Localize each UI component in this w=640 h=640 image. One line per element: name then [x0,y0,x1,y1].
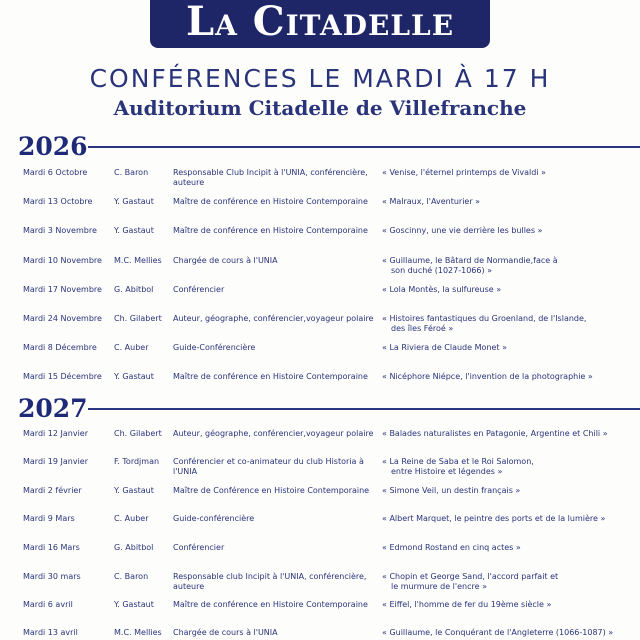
year-heading-2026: 2026 [18,132,88,161]
row-topic-line2: son duché (1027-1066) » [391,266,493,275]
row-role: Maître de conférence en Histoire Contemporaine [173,600,368,609]
row-topic [382,572,632,592]
row-topic [382,429,632,439]
row-role: Conférencier [173,285,225,294]
row-date: Mardi 6 avril [23,600,73,609]
row-topic [382,226,632,236]
row-topic-line1: « Lola Montès, la sulfureuse » [382,285,502,294]
row-topic-line1: « Balades naturalistes en Patagonie, Argentine et Chili » [382,429,608,438]
row-topic-line1: « La Reine de Saba et le Roi Salomon, [382,457,534,466]
row-topic-line1: « Nicéphore Niépce, l'invention de la photographie » [382,372,593,381]
row-date: Mardi 3 Novembre [23,226,97,235]
row-speaker: C. Auber [114,343,149,352]
row-speaker: Ch. Gilabert [114,314,162,323]
row-date: Mardi 15 Décembre [23,372,102,381]
row-speaker: G. Abitbol [114,543,154,552]
row-topic [382,543,632,553]
row-speaker: Y. Gastaut [114,226,154,235]
row-date: Mardi 30 mars [23,572,81,581]
row-role: Maître de conférence en Histoire Contemporaine [173,197,368,206]
row-speaker: Y. Gastaut [114,486,154,495]
row-topic [382,197,632,207]
row-topic-line1: « Chopin et George Sand, l'accord parfait et [382,572,559,581]
row-role: Auteur, géographe, conférencier,voyageur polaire [173,429,374,438]
row-speaker: M.C. Mellies [114,628,162,637]
row-topic [382,343,632,353]
banner [150,0,490,48]
row-date: Mardi 9 Mars [23,514,75,523]
row-topic [382,628,632,638]
row-topic-line1: « Eiffel, l'homme de fer du 19ème siècle » [382,600,552,609]
row-role: Conférencier et co-animateur du club Historia à l'UNIA [173,457,364,476]
row-role: Responsable Club Incipit à l'UNIA, conférencière, auteure [173,168,368,187]
row-topic [382,372,632,382]
row-date: Mardi 6 Octobre [23,168,88,177]
row-role: Auteur, géographe, conférencier,voyageur polaire [173,314,374,323]
row-speaker: C. Auber [114,514,149,523]
row-role: Maître de conférence en Histoire Contemporaine [173,226,368,235]
row-role: Chargée de cours à l'UNIA [173,256,278,265]
row-topic-line1: « Malraux, l'Aventurier » [382,197,481,206]
row-role: Chargée de cours à l'UNIA [173,628,278,637]
row-speaker: Y. Gastaut [114,600,154,609]
row-topic-line1: « Venise, l'éternel printemps de Vivaldi » [382,168,546,177]
row-speaker: Y. Gastaut [114,372,154,381]
page-subtitle: Auditorium Citadelle de Villefranche [113,96,527,120]
row-role: Responsable club Incipit à l'UNIA, conférencière, auteure [173,572,367,591]
row-topic [382,486,632,496]
year-heading-2027: 2027 [18,394,88,423]
row-speaker: Y. Gastaut [114,197,154,206]
row-date: Mardi 13 avril [23,628,78,637]
row-topic-line1: « Edmond Rostand en cinq actes » [382,543,521,552]
row-topic-line2: entre Histoire et légendes » [391,467,503,476]
section-divider [88,408,640,410]
row-topic-line1: « La Riviera de Claude Monet » [382,343,507,352]
row-topic [382,457,632,477]
row-date: Mardi 13 Octobre [23,197,93,206]
row-date: Mardi 16 Mars [23,543,80,552]
row-date: Mardi 24 Novembre [23,314,102,323]
row-date: Mardi 10 Novembre [23,256,102,265]
row-speaker: Ch. Gilabert [114,429,162,438]
row-topic [382,314,632,334]
row-topic-line1: « Guillaume, le Conquérant de l'Angleterre (1066-1087) » [382,628,614,637]
row-date: Mardi 2 février [23,486,82,495]
row-date: Mardi 19 Janvier [23,457,89,466]
row-role: Guide-conférencière [173,514,255,523]
row-speaker: C. Baron [114,572,149,581]
row-topic-line1: « Histoires fantastiques du Groenland, de l'Islande, [382,314,587,323]
page-title: CONFÉRENCES LE MARDI À 17 H [89,64,551,93]
row-topic [382,285,632,295]
row-date: Mardi 12 Janvier [23,429,89,438]
row-speaker: F. Tordjman [114,457,160,466]
row-speaker: M.C. Mellies [114,256,162,265]
row-topic [382,256,632,276]
row-topic-line1: « Albert Marquet, le peintre des ports et de la lumière » [382,514,606,523]
row-topic-line1: « Guillaume, le Bâtard de Normandie,face à [382,256,558,265]
section-divider [88,146,640,148]
row-role: Maître de Conférence en Histoire Contemporaine [173,486,370,495]
row-topic-line2: le murmure de l'encre » [391,582,487,591]
row-speaker: G. Abitbol [114,285,154,294]
row-role: Guide-Conférencière [173,343,256,352]
row-topic [382,600,632,610]
row-date: Mardi 8 Décembre [23,343,97,352]
row-date: Mardi 17 Novembre [23,285,102,294]
row-topic-line1: « Goscinny, une vie derrière les bulles » [382,226,543,235]
row-topic-line1: « Simone Veil, un destin français » [382,486,521,495]
row-role: Maître de conférence en Histoire Contemporaine [173,372,368,381]
row-role: Conférencier [173,543,225,552]
row-topic [382,168,632,178]
row-speaker: C. Baron [114,168,149,177]
row-topic-line2: des îles Féroé » [391,324,454,333]
row-topic [382,514,632,524]
banner-title: La Citadelle [185,0,455,45]
